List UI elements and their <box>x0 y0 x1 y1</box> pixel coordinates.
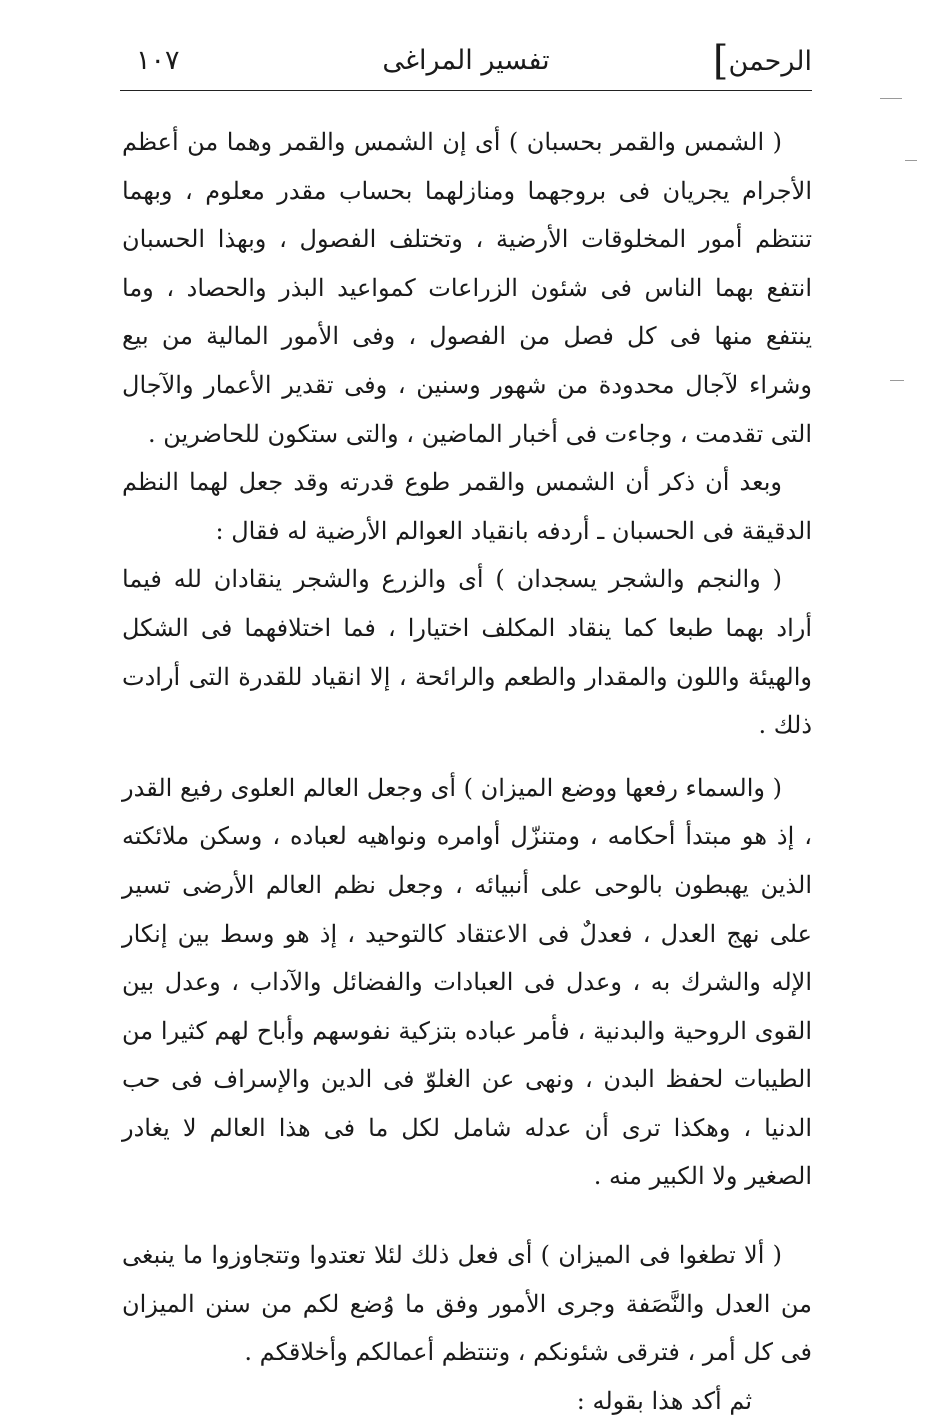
paragraph: ( والسماء رفعها ووضع الميزان ) أى وجعل العالم العلوى رفيع القدر ، إذ هو مبتدأ أحكامه ، ومتنزّل أوامره ونواهيه لعباده ، وسكن ملائكته الذين يهبطون بالوحى على أنبيائه ، وجعل نظم العالم الأرضى تسير على نهج العدل ، فعدلٌ فى الاعتقاد كالتوحيد ، إذ هو وسط بين إنكار الإله والشرك به ، وعدل فى العبادات والفضائل والآداب ، وعدل بين القوى الروحية والبدنية ، فأمر عباده بتزكية نفوسهم وأباح لهم كثيرا من الطيبات لحفظ البدن ، ونهى عن الغلوّ فى الدين والإسراف فى حب الدنيا ، وهكذا ترى أن عدله شامل لكل ما فى هذا العالم لا يغادر الصغير ولا الكبير منه . <box>122 773 812 1191</box>
paragraph: ( الشمس والقمر بحسبان ) أى إن الشمس والقمر وهما من أعظم الأجرام يجريان فى بروجهما ومنازلهما بحساب مقدر معلوم ، وبهما تنتظم أمور المخلوقات الأرضية ، وتختلف الفصول ، وبهذا الحسبان انتفع بهما الناس فى شئون الزراعات كمواعيد البذر والحصاد ، وما ينتفع منها فى كل فصل من الفصول ، وفى الأمور المالية من بيع وشراء لآجال محدودة من شهور وسنين ، وفى تقدير الأعمار والآجال التى تقدمت ، وجاءت فى أخبار الماضين ، والتى ستكون للحاضرين . <box>122 128 812 448</box>
scan-speck <box>905 160 917 161</box>
paragraph: ( ألا تطغوا فى الميزان ) أى فعل ذلك لئلا تعتدوا وتتجاوزوا ما ينبغى من العدل والنَّصَفة وجرى الأمور وفق ما وُضع لكم من سنن الميزان فى كل أمر ، فترقى شئونكم ، وتنتظم أعمالكم وأخلاقكم . <box>122 1241 812 1367</box>
page-header <box>120 36 812 86</box>
paragraph: ( والنجم والشجر يسجدان ) أى والزرع والشجر ينقادان لله فيما أراد بهما طبعا كما ينقاد المكلف اختيارا ، فما اختلافهما فى الشكل والهيئة واللون والمقدار والطعم والرائحة ، إلا انقياد للقدرة التى أرادت ذلك . <box>122 565 812 740</box>
paragraph: ثم أكد هذا بقوله : <box>576 1386 752 1415</box>
header-rule <box>120 90 812 91</box>
body-text <box>122 118 812 1425</box>
scan-speck <box>890 380 904 381</box>
scan-speck <box>880 98 902 99</box>
surah-label: الرحمن <box>728 46 812 77</box>
paragraph: وبعد أن ذكر أن الشمس والقمر طوع قدرته وقد جعل لهما النظم الدقيقة فى الحسبان ـ أردفه بانقياد العوالم الأرضية له فقال : <box>122 468 812 545</box>
page-number: ١٠٧ <box>136 45 180 76</box>
header-bracket: ] <box>712 38 729 84</box>
book-title: تفسير المراغى <box>382 45 550 76</box>
